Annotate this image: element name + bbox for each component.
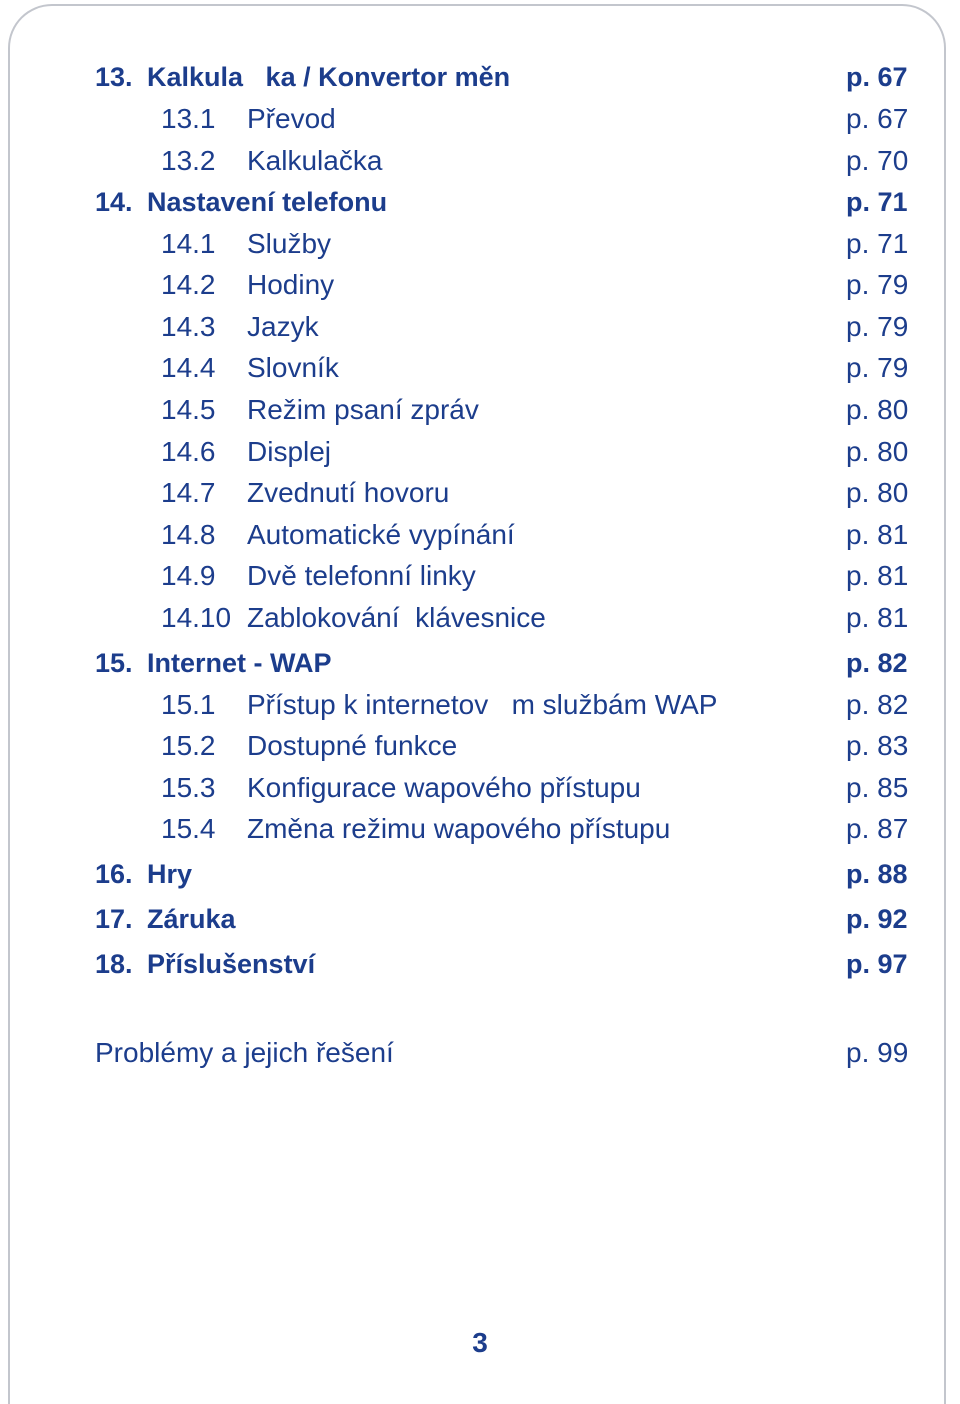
toc-title: Kalkula ka / Konvertor měn <box>147 62 511 92</box>
toc-chapter-15[interactable] <box>0 643 960 683</box>
toc-page: p. 81 <box>846 602 909 633</box>
toc-section-15-2[interactable] <box>0 726 960 766</box>
toc-section-14-3[interactable] <box>0 307 960 347</box>
toc-section-14-9[interactable] <box>0 556 960 596</box>
toc-page: p. 67 <box>846 62 908 92</box>
toc-number: 15. <box>95 648 133 678</box>
toc-title: Kalkulačka <box>247 145 383 176</box>
toc-title: Dostupné funkce <box>247 730 458 761</box>
toc-title: Režim psaní zpráv <box>247 394 479 425</box>
toc-page: p. 80 <box>846 394 909 425</box>
toc-title: Dvě telefonní linky <box>247 560 476 591</box>
toc-troubleshooting[interactable] <box>0 1033 960 1073</box>
toc-section-13-2[interactable] <box>0 141 960 181</box>
toc-page: p. 82 <box>846 648 908 678</box>
toc-page: p. 83 <box>846 730 909 761</box>
toc-section-14-8[interactable] <box>0 515 960 555</box>
toc-section-14-6[interactable] <box>0 432 960 472</box>
toc-title: Automatické vypínání <box>247 519 515 550</box>
toc-title: Displej <box>247 436 332 467</box>
toc-title: Převod <box>247 103 336 134</box>
toc-number: 13.2 <box>161 145 216 176</box>
toc-page: p. 80 <box>846 436 909 467</box>
toc-title: Služby <box>247 228 332 259</box>
toc-title: Změna režimu wapového přístupu <box>247 813 671 844</box>
toc-number: 14. <box>95 187 133 217</box>
toc-number: 14.5 <box>161 394 216 425</box>
toc-number: 14.4 <box>161 352 216 383</box>
toc-page: p. 97 <box>846 949 908 979</box>
toc-page: p. 80 <box>846 477 909 508</box>
toc-section-13-1[interactable] <box>0 99 960 139</box>
toc-section-14-7[interactable] <box>0 473 960 513</box>
toc-number: 14.2 <box>161 269 216 300</box>
toc-number: 15.4 <box>161 813 216 844</box>
toc-title: Záruka <box>147 904 236 934</box>
toc-page: p. 71 <box>846 228 909 259</box>
toc-section-14-4[interactable] <box>0 348 960 388</box>
toc-page: p. 99 <box>846 1037 909 1068</box>
toc-title: Internet - WAP <box>147 648 332 678</box>
toc-title: Hodiny <box>247 269 335 300</box>
toc-title: Problémy a jejich řešení <box>95 1037 394 1068</box>
toc-page: p. 79 <box>846 269 909 300</box>
toc-section-14-1[interactable] <box>0 224 960 264</box>
toc-page: p. 82 <box>846 689 909 720</box>
toc-page: p. 87 <box>846 813 909 844</box>
toc-title: Jazyk <box>247 311 319 342</box>
toc-page: p. 67 <box>846 103 909 134</box>
toc-number: 13.1 <box>161 103 216 134</box>
page-number: 3 <box>472 1327 488 1358</box>
toc-number: 14.8 <box>161 519 216 550</box>
toc-title: Zvednutí hovoru <box>247 477 450 508</box>
toc-title: Konfigurace wapového přístupu <box>247 772 641 803</box>
toc-number: 14.6 <box>161 436 216 467</box>
toc-title: Zablokování klávesnice <box>247 602 546 633</box>
toc-section-15-1[interactable] <box>0 685 960 725</box>
toc-number: 14.9 <box>161 560 216 591</box>
toc-page: p. 79 <box>846 352 909 383</box>
toc-page: p. 70 <box>846 145 909 176</box>
toc-page: p. 81 <box>846 519 909 550</box>
toc-number: 14.10 <box>161 602 232 633</box>
toc-chapter-14[interactable] <box>0 182 960 222</box>
toc-number: 17. <box>95 904 133 934</box>
toc-title: Hry <box>147 859 193 889</box>
toc-page: p. 88 <box>846 859 908 889</box>
toc-page: p. 81 <box>846 560 909 591</box>
toc-number: 16. <box>95 859 133 889</box>
toc-section-14-2[interactable] <box>0 265 960 305</box>
toc-page: p. 92 <box>846 904 908 934</box>
toc-title: Slovník <box>247 352 339 383</box>
toc-page: p. 71 <box>846 187 908 217</box>
toc-chapter-17[interactable] <box>0 899 960 939</box>
toc-number: 15.2 <box>161 730 216 761</box>
toc-section-14-5[interactable] <box>0 390 960 430</box>
toc-number: 15.3 <box>161 772 216 803</box>
toc-number: 18. <box>95 949 133 979</box>
toc-number: 14.3 <box>161 311 216 342</box>
toc-number: 13. <box>95 62 133 92</box>
toc-page: p. 85 <box>846 772 909 803</box>
toc-number: 14.7 <box>161 477 216 508</box>
toc-section-15-4[interactable] <box>0 809 960 849</box>
toc-title: Příslušenství <box>147 949 316 979</box>
toc-title: Nastavení telefonu <box>147 187 388 217</box>
toc-section-15-3[interactable] <box>0 768 960 808</box>
toc-chapter-18[interactable] <box>0 944 960 984</box>
toc-section-14-10[interactable] <box>0 598 960 638</box>
toc-number: 15.1 <box>161 689 216 720</box>
toc-page: p. 79 <box>846 311 909 342</box>
toc-chapter-13[interactable] <box>0 57 960 97</box>
toc-title: Přístup k internetov m službám WAP <box>247 689 718 720</box>
toc-number: 14.1 <box>161 228 216 259</box>
toc-chapter-16[interactable] <box>0 854 960 894</box>
